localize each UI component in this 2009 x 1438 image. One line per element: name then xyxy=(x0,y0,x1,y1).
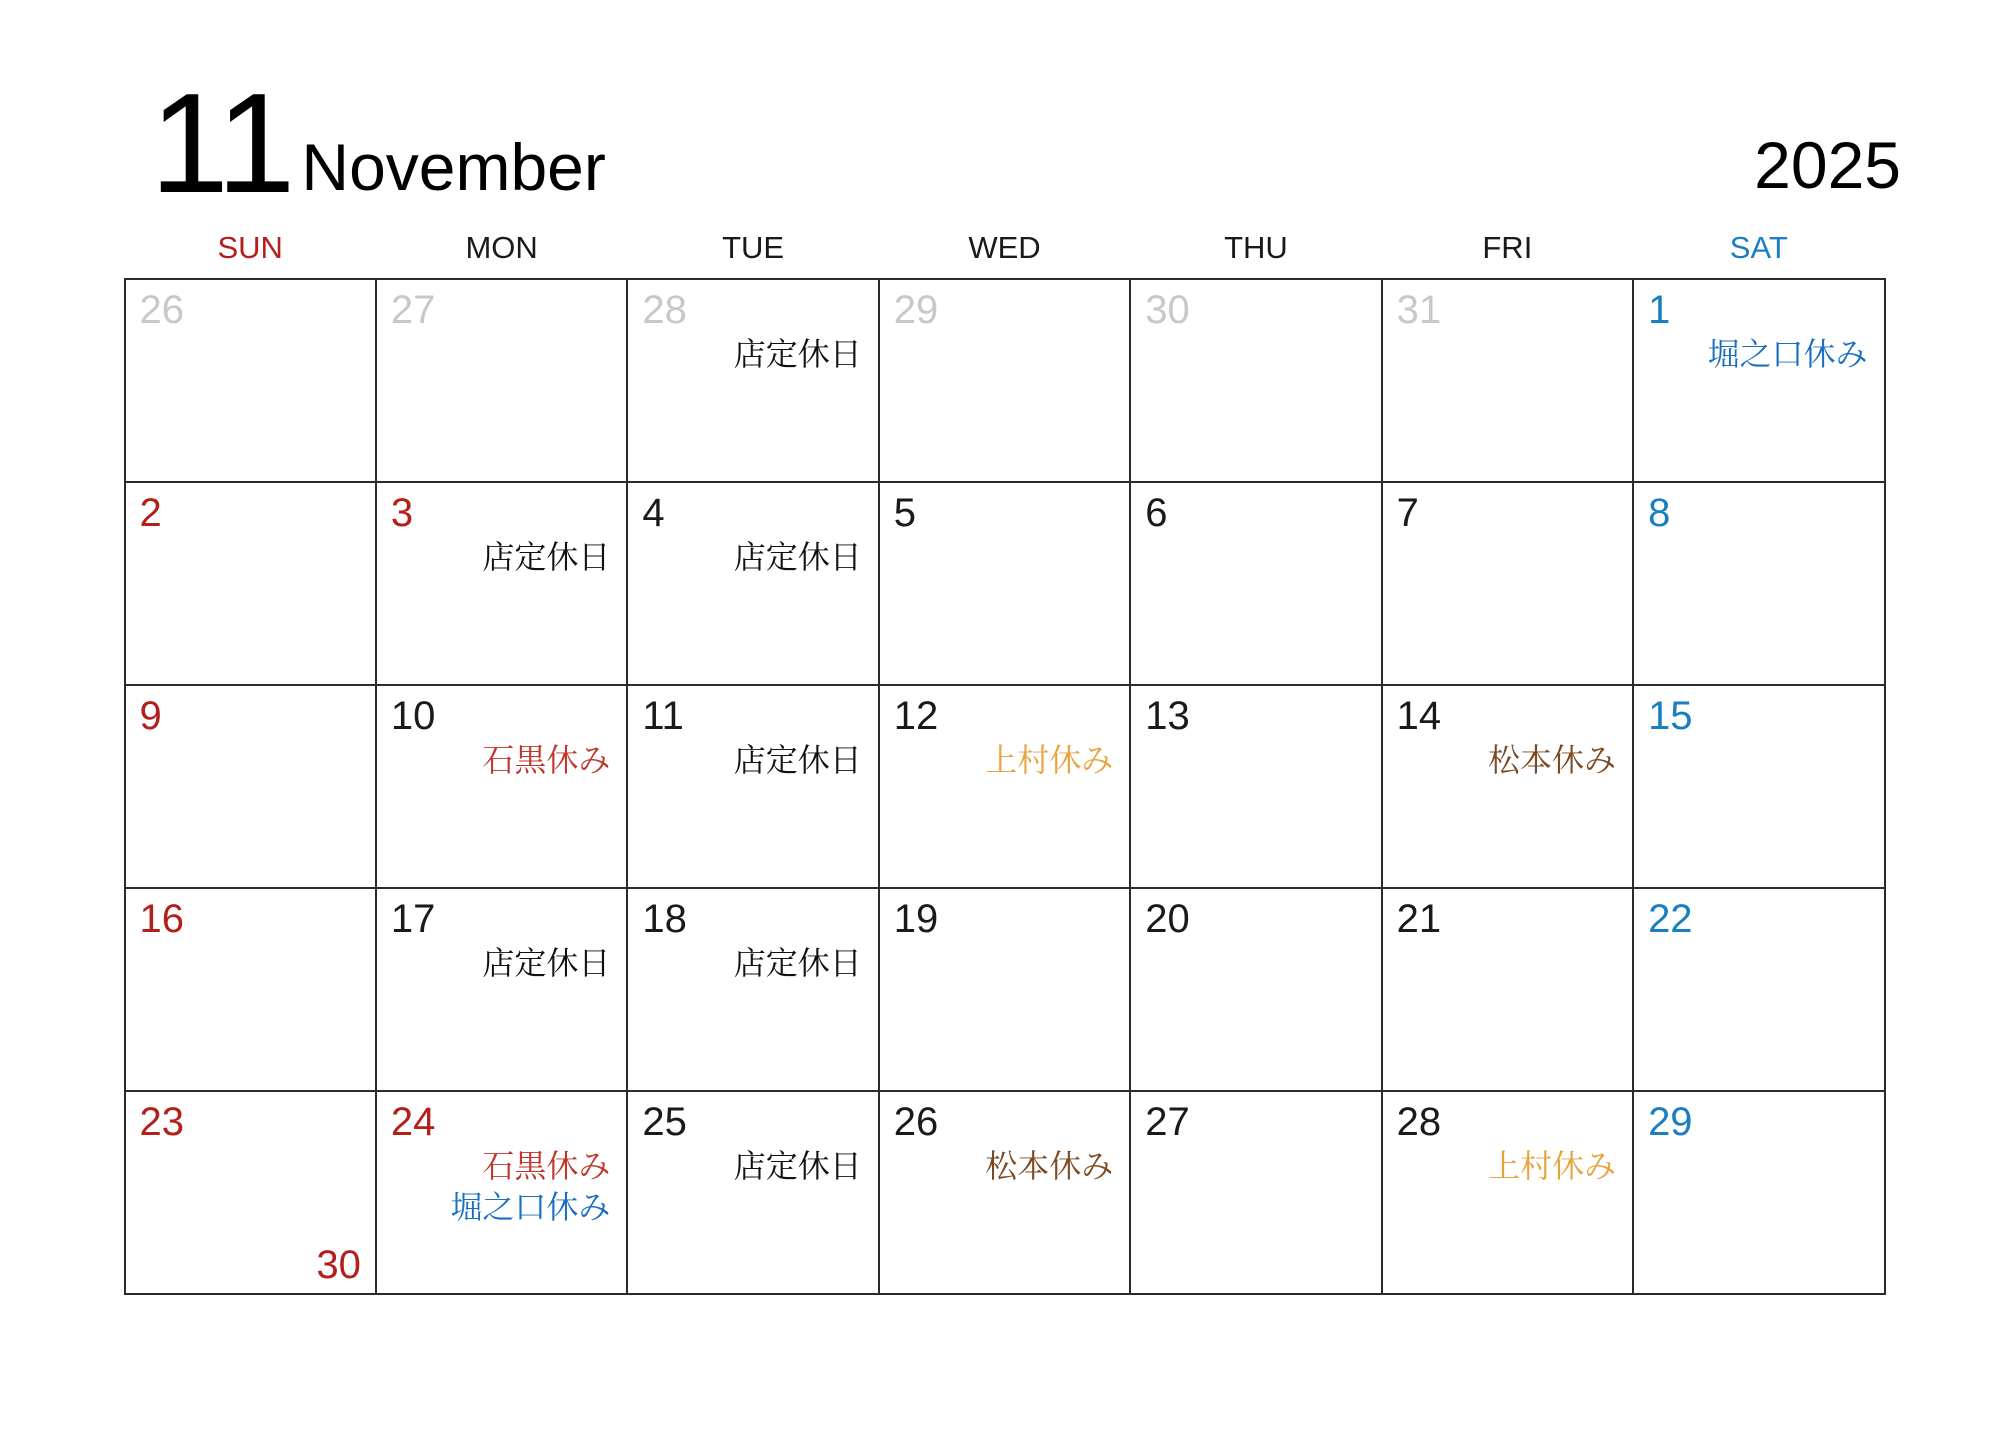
calendar-day-cell[interactable] xyxy=(1634,280,1885,483)
day-event: 店定休日 xyxy=(482,539,611,575)
calendar-day-cell[interactable] xyxy=(1383,686,1634,889)
day-number: 9 xyxy=(139,694,162,738)
day-event: 店定休日 xyxy=(733,945,862,981)
calendar-day-cell[interactable] xyxy=(628,889,879,1092)
day-number: 4 xyxy=(642,491,665,535)
day-event: 店定休日 xyxy=(733,336,862,372)
day-events xyxy=(1648,334,1871,375)
day-number: 14 xyxy=(1396,694,1442,738)
calendar-day-cell[interactable] xyxy=(628,280,879,483)
calendar-day-cell[interactable] xyxy=(126,686,377,889)
calendar-day-cell[interactable] xyxy=(126,1092,377,1295)
day-number: 12 xyxy=(893,694,939,738)
weekday-label-fri: FRI xyxy=(1482,230,1533,265)
day-events xyxy=(1397,1146,1620,1187)
day-events xyxy=(391,1146,614,1228)
day-events xyxy=(391,740,614,781)
calendar-day-cell[interactable] xyxy=(126,889,377,1092)
day-events xyxy=(642,1146,865,1187)
day-number: 31 xyxy=(1396,288,1442,332)
day-event: 店定休日 xyxy=(733,742,862,778)
day-events xyxy=(894,740,1117,781)
day-event: 石黒休み xyxy=(482,1148,611,1184)
calendar-grid xyxy=(124,278,1886,1295)
weekday-label-sat: SAT xyxy=(1729,230,1788,265)
calendar-day-cell[interactable] xyxy=(1383,280,1634,483)
day-events xyxy=(642,943,865,984)
day-event: 店定休日 xyxy=(733,1148,862,1184)
month-name: November xyxy=(301,130,606,204)
calendar-day-cell[interactable] xyxy=(1383,1092,1634,1295)
calendar-day-cell[interactable] xyxy=(377,889,628,1092)
calendar-day-cell[interactable] xyxy=(880,1092,1131,1295)
weekday-label-tue: TUE xyxy=(722,230,785,265)
calendar-day-cell[interactable] xyxy=(1634,483,1885,686)
day-event: 店定休日 xyxy=(482,945,611,981)
day-number: 13 xyxy=(1145,694,1190,738)
weekday-label-mon: MON xyxy=(465,230,538,265)
weekday-label-thu: THU xyxy=(1224,230,1288,265)
calendar-day-cell[interactable] xyxy=(377,280,628,483)
calendar-day-cell[interactable] xyxy=(126,280,377,483)
day-event: 堀之口休み xyxy=(450,1188,611,1225)
day-event: 松本休み xyxy=(1488,742,1617,778)
year-label: 2025 xyxy=(1754,128,1901,202)
day-number: 26 xyxy=(139,288,184,332)
day-number: 19 xyxy=(893,897,939,941)
weekday-label-sun: SUN xyxy=(217,230,283,265)
day-number: 29 xyxy=(893,288,939,332)
day-number: 15 xyxy=(1648,694,1693,738)
day-event: 上村休み xyxy=(985,742,1114,778)
calendar-day-cell[interactable] xyxy=(1634,1092,1885,1295)
day-number: 2 xyxy=(139,491,162,535)
day-events xyxy=(391,943,614,984)
calendar-day-cell[interactable] xyxy=(377,686,628,889)
calendar-day-cell[interactable] xyxy=(1131,686,1382,889)
calendar-day-cell[interactable] xyxy=(1383,483,1634,686)
day-number: 30 xyxy=(1145,288,1190,332)
day-events xyxy=(642,537,865,578)
day-number: 3 xyxy=(390,491,414,535)
day-number: 22 xyxy=(1648,897,1693,941)
day-number: 23 xyxy=(139,1100,184,1144)
day-number: 20 xyxy=(1145,897,1190,941)
day-events xyxy=(642,740,865,781)
day-event: 上村休み xyxy=(1488,1148,1617,1184)
day-number: 27 xyxy=(390,288,436,332)
calendar-day-cell[interactable] xyxy=(880,280,1131,483)
calendar-day-cell[interactable] xyxy=(628,686,879,889)
day-number: 1 xyxy=(1648,288,1671,332)
day-number: 10 xyxy=(390,694,436,738)
day-number: 24 xyxy=(390,1100,436,1144)
calendar-day-cell[interactable] xyxy=(880,686,1131,889)
day-number: 29 xyxy=(1648,1100,1693,1144)
day-events xyxy=(642,334,865,375)
day-number: 6 xyxy=(1145,491,1168,535)
calendar-day-cell[interactable] xyxy=(1131,1092,1382,1295)
weekday-label-wed: WED xyxy=(968,230,1041,265)
day-number: 27 xyxy=(1145,1100,1190,1144)
day-number: 16 xyxy=(139,897,184,941)
overflow-day-number[interactable]: 30 xyxy=(316,1243,361,1287)
month-number: 11 xyxy=(150,63,294,223)
calendar-day-cell[interactable] xyxy=(628,1092,879,1295)
calendar-day-cell[interactable] xyxy=(377,483,628,686)
day-event: 堀之口休み xyxy=(1707,336,1868,372)
day-number: 21 xyxy=(1396,897,1442,941)
day-number: 25 xyxy=(642,1100,687,1144)
calendar-day-cell[interactable] xyxy=(126,483,377,686)
day-events xyxy=(894,1146,1117,1187)
calendar-day-cell[interactable] xyxy=(1634,889,1885,1092)
day-number: 8 xyxy=(1648,491,1671,535)
calendar-day-cell[interactable] xyxy=(880,483,1131,686)
calendar-day-cell[interactable] xyxy=(628,483,879,686)
day-number: 26 xyxy=(893,1100,939,1144)
day-events xyxy=(1397,740,1620,781)
day-number: 5 xyxy=(893,491,917,535)
calendar-day-cell[interactable] xyxy=(1383,889,1634,1092)
day-number: 28 xyxy=(1396,1100,1442,1144)
calendar-day-cell[interactable] xyxy=(1634,686,1885,889)
day-event: 松本休み xyxy=(985,1148,1114,1184)
calendar-day-cell[interactable] xyxy=(377,1092,628,1295)
day-number: 17 xyxy=(390,897,436,941)
day-number: 11 xyxy=(642,694,684,738)
calendar-day-cell[interactable] xyxy=(1131,483,1382,686)
calendar-day-cell[interactable] xyxy=(1131,280,1382,483)
day-event: 石黒休み xyxy=(482,742,611,778)
day-events xyxy=(391,537,614,578)
day-event: 店定休日 xyxy=(733,539,862,575)
day-number: 7 xyxy=(1396,491,1419,535)
weekday-header-row xyxy=(125,230,1885,278)
calendar-day-cell[interactable] xyxy=(880,889,1131,1092)
day-number: 28 xyxy=(642,288,687,332)
calendar-day-cell[interactable] xyxy=(1131,889,1382,1092)
calendar-header xyxy=(70,60,1939,223)
day-number: 18 xyxy=(642,897,687,941)
